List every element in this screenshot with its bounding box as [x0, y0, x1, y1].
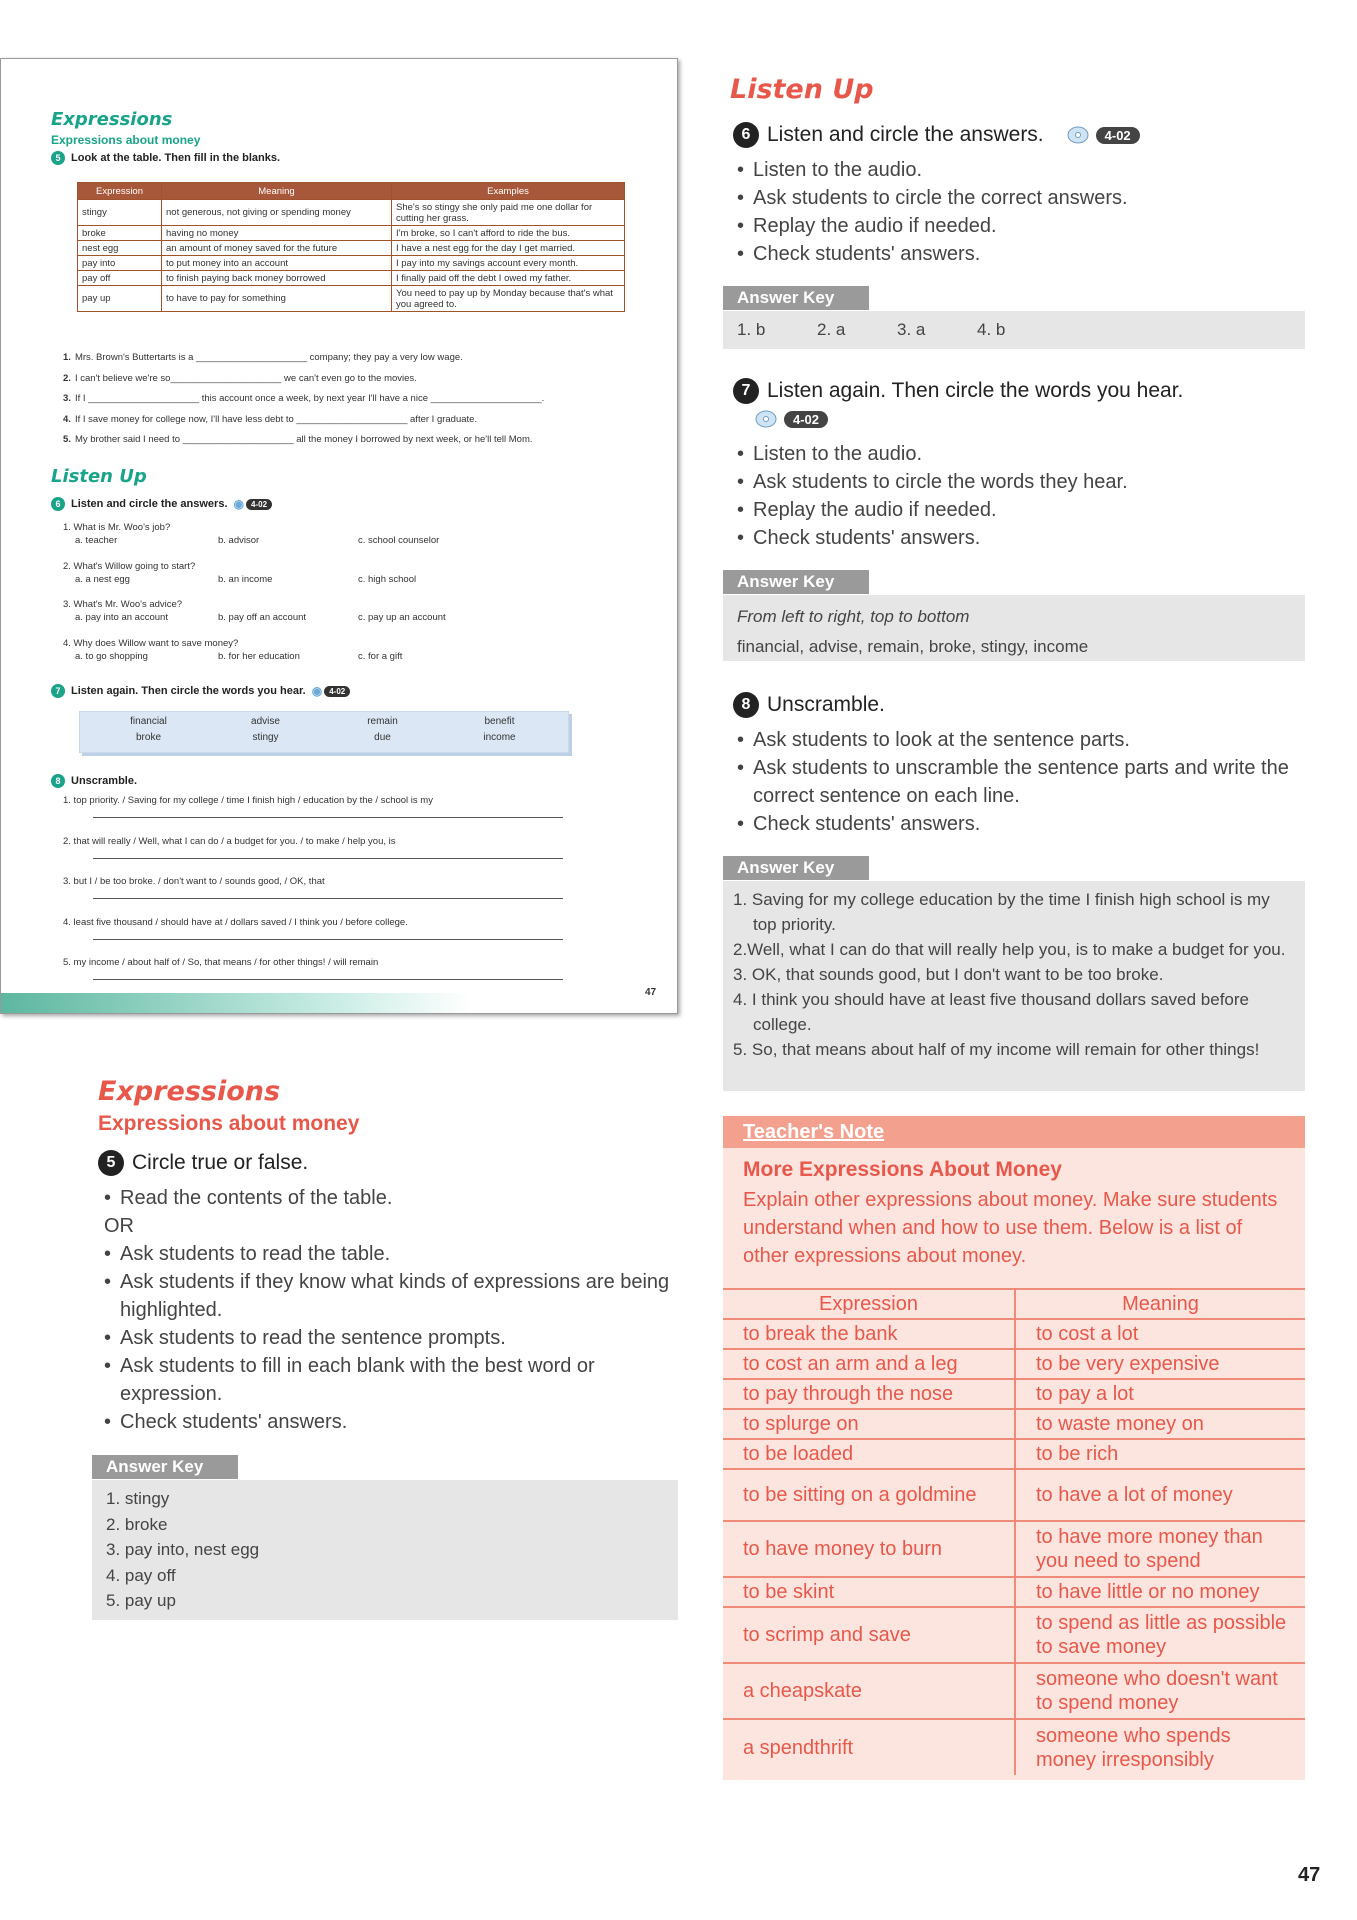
note-cell-meaning: someone who spends money irresponsibly: [1015, 1719, 1305, 1775]
thumb-cell-expression: broke: [78, 226, 162, 241]
ex8-number: 8: [733, 692, 759, 718]
note-th-meaning: Meaning: [1015, 1289, 1305, 1319]
thumb-unscramble-item: 3. but I / be too broke. / don't want to / sounds good, / OK, that: [63, 876, 325, 887]
ex5-bullet: • Ask students if they know what kinds of expressions are being highlighted.: [100, 1268, 680, 1324]
thumb-option-a[interactable]: a. a nest egg: [75, 573, 130, 585]
note-cell-meaning: to have more money than you need to spend: [1015, 1521, 1305, 1577]
thumb-option-a[interactable]: a. to go shopping: [75, 650, 148, 662]
thumb-cell-example: She's so stingy she only paid me one dollar for cutting her grass.: [392, 200, 625, 226]
thumb-section-subtitle: Expressions about money: [51, 133, 201, 147]
thumb-ex7-track-label: 4-02: [324, 686, 350, 697]
thumb-cell-example: I finally paid off the debt I owed my father.: [392, 271, 625, 286]
thumb-sentence-number: 1.: [63, 352, 71, 363]
note-cell-meaning: to have a lot of money: [1015, 1469, 1305, 1521]
thumb-answer-line[interactable]: [93, 817, 563, 818]
note-cell-meaning: to be rich: [1015, 1439, 1305, 1469]
ex6-answer-key-box: [723, 311, 1305, 349]
ex5-number: 5: [98, 1150, 124, 1176]
note-cell-meaning: to waste money on: [1015, 1409, 1305, 1439]
thumb-word[interactable]: stingy: [252, 732, 279, 743]
thumb-option-a[interactable]: a. pay into an account: [75, 612, 168, 623]
note-table-row: [723, 1379, 1305, 1409]
thumb-word[interactable]: advise: [251, 716, 280, 727]
thumb-cell-meaning: to put money into an account: [162, 256, 392, 271]
thumb-cell-meaning: to finish paying back money borrowed: [162, 271, 392, 286]
thumb-ex6-track[interactable]: [234, 497, 273, 511]
cd-icon: [1066, 124, 1092, 146]
note-cell-expression: a spendthrift: [723, 1719, 1015, 1775]
student-page-thumbnail: [0, 58, 678, 1014]
ex5-answer-key-box: [92, 1480, 678, 1620]
thumb-cell-example: I pay into my savings account every month.: [392, 256, 625, 271]
ex5-answer: 1. stingy: [106, 1489, 170, 1508]
thumb-unscramble-item: 2. that will really / Well, what I can do / a budget for you. / to make / help you, is: [63, 835, 396, 847]
note-table-row: [723, 1409, 1305, 1439]
thumb-option-b[interactable]: b. pay off an account: [218, 612, 307, 623]
thumb-question: [63, 521, 563, 547]
thumb-sentence-number: 3.: [63, 393, 71, 404]
thumb-word[interactable]: remain: [367, 716, 398, 727]
thumb-cell-meaning: to have to pay for something: [162, 286, 392, 312]
thumb-ex5-instruction: [51, 151, 280, 165]
note-cell-meaning: to be very expensive: [1015, 1349, 1305, 1379]
cd-icon: ◉: [311, 684, 323, 698]
thumb-question-options: [63, 650, 563, 663]
thumb-cell-meaning: having no money: [162, 226, 392, 241]
ex7-bullet: • Replay the audio if needed.: [733, 496, 1303, 524]
note-cell-meaning: someone who doesn't want to spend money: [1015, 1663, 1305, 1719]
thumb-ex6-text: Listen and circle the answers.: [71, 498, 228, 510]
note-table-row: [723, 1319, 1305, 1349]
thumb-option-c[interactable]: c. pay up an account: [358, 612, 446, 623]
note-cell-expression: to be skint: [723, 1577, 1015, 1607]
ex8-answer: 2.Well, what I can do that will really help you, is to make a budget for you.: [733, 940, 1286, 959]
thumb-ex6-track-label: 4-02: [246, 499, 272, 510]
thumb-ex7-instruction: [51, 684, 350, 698]
ex8-answer: 5. So, that means about half of my income will remain for other things!: [733, 1040, 1260, 1059]
thumb-sentence-text: If I _____________________ this account once a week, by next year I'll have a nice _____________________.: [74, 393, 545, 404]
thumb-sentence: [63, 352, 463, 363]
ex6-bullet: • Replay the audio if needed.: [733, 212, 1303, 240]
thumb-answer-line[interactable]: [93, 898, 563, 899]
thumb-table-row: [78, 241, 625, 256]
thumb-cell-meaning: not generous, not giving or spending money: [162, 200, 392, 226]
ex7-track-label: 4-02: [784, 411, 828, 428]
ex7-number: 7: [733, 378, 759, 404]
thumb-ex5-number: 5: [51, 151, 65, 165]
cd-icon: [754, 408, 780, 430]
thumb-ex8-number: 8: [51, 774, 65, 788]
ex8-bullets: [733, 726, 1303, 838]
thumb-word-box: [79, 711, 569, 753]
thumb-cell-expression: stingy: [78, 200, 162, 226]
ex5-or: OR: [104, 1215, 134, 1237]
note-cell-expression: to scrimp and save: [723, 1607, 1015, 1663]
note-table-row: [723, 1469, 1305, 1521]
ex7-answer-key-box: [723, 595, 1305, 661]
cd-icon: ◉: [233, 497, 244, 511]
thumb-unscramble-item: 4. least five thousand / should have at / dollars saved / I think you / before college.: [63, 916, 408, 928]
ex8-bullet: • Check students' answers.: [733, 810, 1303, 838]
ex6-bullet: • Listen to the audio.: [733, 156, 1303, 184]
thumb-table-row: [78, 271, 625, 286]
ex7-answer-note: From left to right, top to bottom: [737, 607, 970, 626]
note-table-row: [723, 1607, 1305, 1663]
note-cell-meaning: to pay a lot: [1015, 1379, 1305, 1409]
thumb-question-options: [63, 534, 563, 547]
thumb-answer-line[interactable]: [93, 939, 563, 940]
teachers-note-header: Teacher's Note: [723, 1116, 1305, 1148]
thumb-cell-expression: nest egg: [78, 241, 162, 256]
ex7-bullet: • Ask students to circle the words they hear.: [733, 468, 1303, 496]
ex8-answer: 1. Saving for my college education by the time I finish high school is my top priority.: [733, 890, 1270, 934]
ex6-track-label: 4-02: [1096, 127, 1140, 144]
ex8-answer-key-label: Answer Key: [723, 856, 869, 880]
thumb-th-examples: Examples: [392, 183, 625, 200]
teachers-note-text: Explain other expressions about money. Make sure students understand when and how to use them. Below is a list of other expressions about money.: [743, 1189, 1278, 1267]
thumb-ex7-text: Listen again. Then circle the words you hear.: [71, 685, 306, 697]
thumb-th-expression: Expression: [78, 183, 162, 200]
thumb-footer-bar: [1, 993, 471, 1013]
thumb-word[interactable]: due: [374, 732, 391, 743]
note-th-expression: Expression: [723, 1289, 1015, 1319]
thumb-word[interactable]: income: [483, 732, 516, 743]
ex7-track-button[interactable]: [754, 408, 828, 430]
thumb-option-c[interactable]: c. for a gift: [358, 650, 403, 662]
ex8-answer-key-box: [723, 881, 1305, 1091]
thumb-option-b[interactable]: b. an income: [218, 573, 273, 585]
thumb-ex8-text: Unscramble.: [71, 775, 138, 787]
note-cell-expression: to splurge on: [723, 1409, 1015, 1439]
ex6-answer: 4. b: [977, 320, 1006, 339]
thumb-table-row: [78, 286, 625, 312]
ex5-answer: 5. pay up: [106, 1591, 176, 1610]
ex7-answer-key-label: Answer Key: [723, 570, 869, 594]
thumb-question-text: 2. What's Willow going to start?: [63, 560, 196, 572]
ex8-answer: 3. OK, that sounds good, but I don't want to be too broke.: [733, 965, 1164, 984]
thumb-unscramble-item: 1. top priority. / Saving for my college / time I finish high / education by the / school is my: [63, 795, 433, 806]
ex8-bullet: • Ask students to look at the sentence parts.: [733, 726, 1303, 754]
note-cell-expression: to be sitting on a goldmine: [723, 1469, 1015, 1521]
thumb-cell-meaning: an amount of money saved for the future: [162, 241, 392, 256]
thumb-question: [63, 560, 563, 586]
thumb-sentence: [63, 414, 477, 425]
ex5-bullet: • Ask students to read the table.: [100, 1240, 680, 1268]
note-cell-expression: a cheapskate: [723, 1663, 1015, 1719]
thumb-word[interactable]: broke: [135, 732, 161, 743]
thumb-sentence: [63, 393, 544, 404]
thumb-question: [63, 598, 563, 624]
ex6-track-button[interactable]: [1066, 124, 1140, 146]
ex5-answer: 2. broke: [106, 1514, 168, 1534]
thumb-answer-line[interactable]: [93, 858, 563, 859]
ex6-answer: 1. b: [737, 320, 766, 339]
ex5-instruction: [98, 1150, 308, 1176]
note-cell-meaning: to cost a lot: [1015, 1319, 1305, 1349]
thumb-page-number: 47: [645, 987, 657, 998]
expressions-title: Expressions: [98, 1076, 281, 1107]
thumb-question-text: 4. Why does Willow want to save money?: [63, 637, 239, 649]
thumb-ex6-number: 6: [51, 497, 65, 511]
thumb-cell-example: You need to pay up by Monday because that's what you agreed to.: [392, 286, 625, 312]
note-cell-expression: to be loaded: [723, 1439, 1015, 1469]
thumb-ex7-number: 7: [51, 684, 65, 698]
ex8-instruction: [733, 692, 885, 718]
thumb-cell-expression: pay off: [78, 271, 162, 286]
thumb-sentence-number: 5.: [63, 434, 71, 445]
thumb-table-row: [78, 200, 625, 226]
thumb-sentence-number: 2.: [63, 372, 71, 384]
note-cell-expression: to pay through the nose: [723, 1379, 1015, 1409]
ex5-answer: 3. pay into, nest egg: [106, 1540, 260, 1559]
thumb-ex6-instruction: [51, 497, 272, 511]
ex5-bullet: • Ask students to fill in each blank with the best word or expression.: [100, 1352, 680, 1408]
ex5-answer-key-label: Answer Key: [92, 1455, 238, 1479]
thumb-question-options: [63, 611, 563, 624]
thumb-sentence: [63, 434, 533, 445]
ex5-bullets-a: [100, 1184, 680, 1212]
thumb-question-options: [63, 573, 563, 586]
ex5-bullets-b: [100, 1240, 680, 1436]
ex7-instruction: [733, 378, 1183, 404]
thumb-listen-title: Listen Up: [51, 466, 147, 487]
listen-up-title: Listen Up: [730, 74, 874, 105]
thumb-unscramble-item: 5. my income / about half of / So, that means / for other things! / will remain: [63, 957, 379, 968]
thumb-table-row: [78, 226, 625, 241]
ex5-bullet: • Read the contents of the table.: [100, 1184, 680, 1212]
thumb-cell-example: I'm broke, so I can't afford to ride the bus.: [392, 226, 625, 241]
note-table-row: [723, 1577, 1305, 1607]
thumb-question-text: 1. What is Mr. Woo's job?: [63, 522, 171, 533]
thumb-cell-example: I have a nest egg for the day I get married.: [392, 241, 625, 256]
thumb-th-meaning: Meaning: [162, 183, 392, 200]
note-table-row: [723, 1521, 1305, 1577]
thumb-word[interactable]: financial: [130, 716, 167, 727]
ex8-answer: 4. I think you should have at least five thousand dollars saved before college.: [733, 990, 1249, 1034]
thumb-sentence-number: 4.: [63, 413, 71, 425]
ex6-bullet: • Check students' answers.: [733, 240, 1303, 268]
thumb-sentence-text: I can't believe we're so_____________________ we can't even go to the movies.: [74, 372, 417, 384]
thumb-question: [63, 637, 563, 663]
thumb-ex7-track[interactable]: [312, 684, 351, 698]
ex6-answer: 2. a: [817, 320, 846, 339]
thumb-sentence-text: Mrs. Brown's Buttertarts is a _____________________ company; they pay a very low wage.: [74, 352, 463, 363]
thumb-sentence: [63, 373, 417, 384]
note-table-row: [723, 1663, 1305, 1719]
ex7-bullet: • Check students' answers.: [733, 524, 1303, 552]
ex6-bullet: • Ask students to circle the correct answers.: [733, 184, 1303, 212]
thumb-sentence-text: My brother said I need to _____________________ all the money I borrowed by next week, or he'll tell Mom.: [74, 434, 533, 445]
ex6-number: 6: [733, 122, 759, 148]
ex5-instruction-text: Circle true or false.: [132, 1151, 309, 1174]
thumb-option-b[interactable]: b. advisor: [218, 535, 260, 546]
note-cell-expression: to have money to burn: [723, 1521, 1015, 1577]
note-cell-expression: to break the bank: [723, 1319, 1015, 1349]
ex7-answers: financial, advise, remain, broke, stingy, income: [737, 637, 1089, 656]
ex5-bullet: • Ask students to read the sentence prompts.: [100, 1324, 680, 1352]
note-table-row: [723, 1719, 1305, 1775]
teachers-note-subtitle: More Expressions About Money: [743, 1158, 1062, 1181]
note-table-row: [723, 1349, 1305, 1379]
ex6-bullets: [733, 156, 1303, 268]
note-table-row: [723, 1439, 1305, 1469]
thumb-answer-line[interactable]: [93, 979, 563, 980]
thumb-cell-expression: pay up: [78, 286, 162, 312]
thumb-sentence-text: If I save money for college now, I'll have less debt to _____________________ after I graduate.: [74, 413, 478, 425]
thumb-option-b[interactable]: b. for her education: [218, 650, 300, 662]
ex5-answer: 4. pay off: [106, 1565, 176, 1585]
ex6-answer-key-label: Answer Key: [723, 286, 869, 310]
ex5-bullet: • Check students' answers.: [100, 1408, 680, 1436]
ex7-instruction-text: Listen again. Then circle the words you hear.: [767, 379, 1184, 402]
thumb-table-row: [78, 256, 625, 271]
page-number: 47: [1298, 1864, 1321, 1886]
thumb-option-a[interactable]: a. teacher: [75, 535, 118, 546]
expressions-subtitle: Expressions about money: [98, 1112, 360, 1135]
thumb-question-text: 3. What's Mr. Woo's advice?: [63, 599, 183, 610]
ex8-bullet: • Ask students to unscramble the sentence parts and write the correct sentence on each line.: [733, 754, 1303, 810]
thumb-ex8-instruction: [51, 774, 137, 788]
thumb-ex5-text: Look at the table. Then fill in the blanks.: [71, 152, 281, 164]
money-expressions-table: [723, 1288, 1305, 1775]
ex6-instruction-text: Listen and circle the answers.: [767, 123, 1044, 146]
ex7-bullet: • Listen to the audio.: [733, 440, 1303, 468]
thumb-expression-table: [77, 182, 625, 312]
ex8-instruction-text: Unscramble.: [767, 693, 885, 716]
thumb-word[interactable]: benefit: [484, 716, 515, 727]
note-cell-meaning: to spend as little as possible to save money: [1015, 1607, 1305, 1663]
thumb-option-c[interactable]: c. school counselor: [358, 535, 440, 546]
thumb-cell-expression: pay into: [78, 256, 162, 271]
ex7-bullets: [733, 440, 1303, 552]
ex6-answer: 3. a: [897, 320, 926, 339]
thumb-option-c[interactable]: c. high school: [358, 573, 417, 585]
thumb-section-title: Expressions: [51, 109, 173, 130]
note-cell-expression: to cost an arm and a leg: [723, 1349, 1015, 1379]
teachers-note: [723, 1116, 1305, 1780]
note-cell-meaning: to have little or no money: [1015, 1577, 1305, 1607]
ex6-instruction: [733, 122, 1140, 148]
